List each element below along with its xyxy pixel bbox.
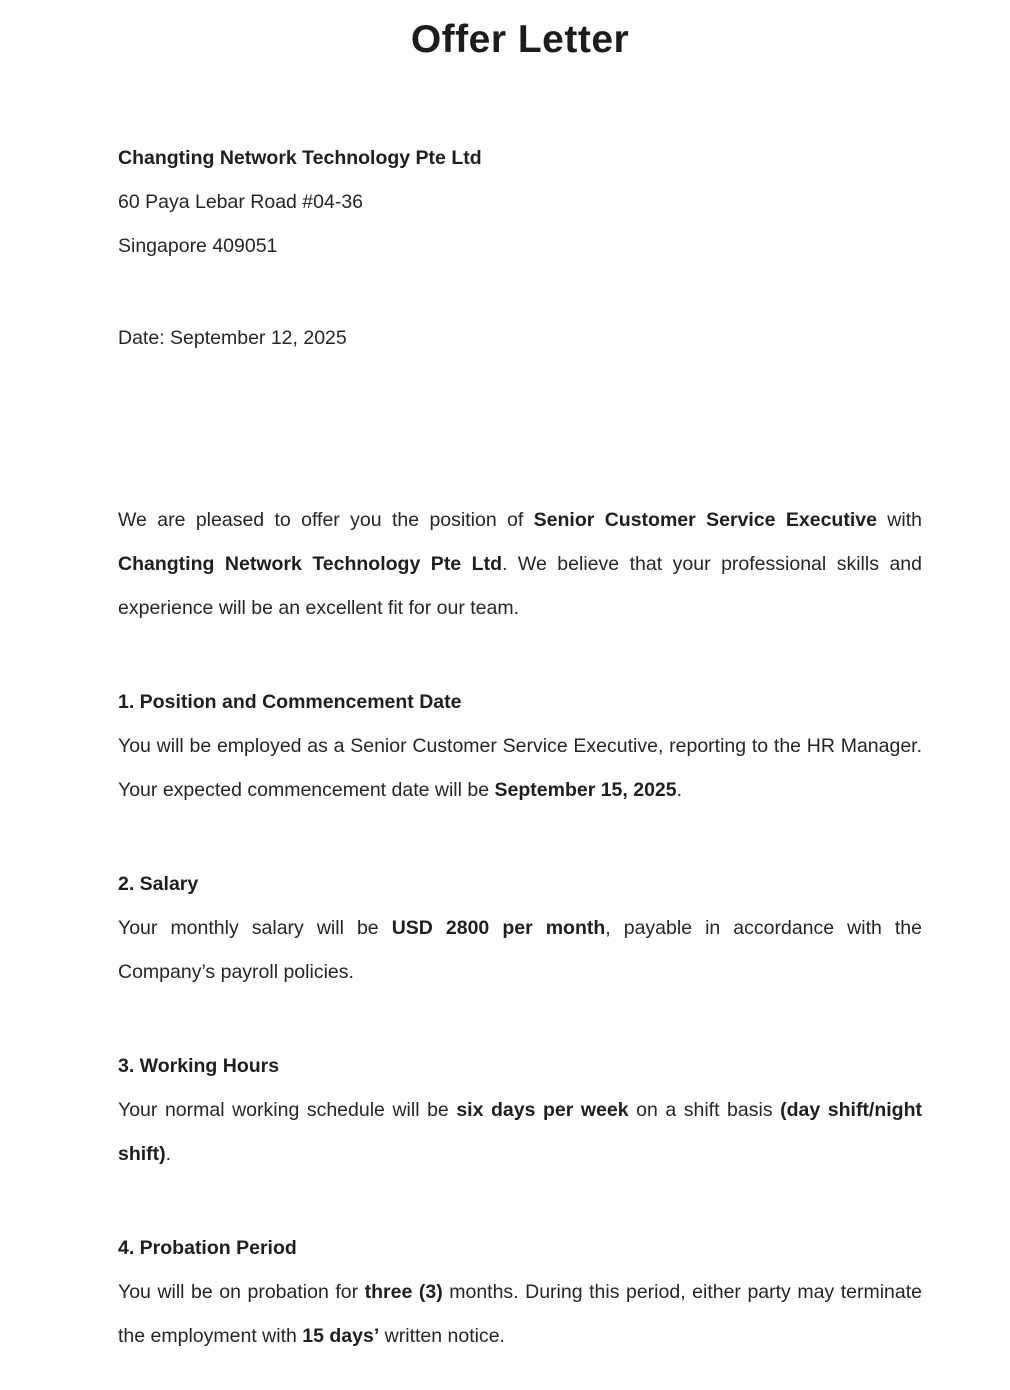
text-segment: months. During this period, either party may terminate the employment with: [118, 1281, 922, 1347]
text-segment: We are pleased to offer you the position of: [118, 509, 534, 531]
section-working-hours: [118, 1044, 922, 1176]
section-body: [118, 1270, 922, 1358]
bold-text-segment: USD 2800 per month: [391, 917, 606, 939]
page-title: Offer Letter: [410, 18, 630, 61]
text-segment: You will be employed as a Senior Customer Service Executive, reporting to the HR Manager. Your expected commencement date will be: [118, 735, 922, 801]
bold-text-segment: (day shift/night shift): [118, 1099, 922, 1165]
text-segment: written notice.: [379, 1325, 505, 1347]
section-heading: 4. Probation Period: [118, 1237, 297, 1259]
text-segment: with: [876, 509, 922, 531]
section-body: [118, 724, 922, 812]
bold-text-segment: Changting Network Technology Pte Ltd: [118, 553, 502, 575]
bold-text-segment: September 15, 2025: [494, 779, 677, 801]
bold-text-segment: six days per week: [456, 1099, 629, 1121]
section-salary: [118, 862, 922, 994]
text-segment: Your monthly salary will be: [118, 917, 392, 939]
bold-text-segment: three (3): [364, 1281, 443, 1303]
section-position-and-commencement-date: [118, 680, 922, 812]
company-address-line1: 60 Paya Lebar Road #04-36: [118, 191, 364, 213]
text-segment: , payable in accordance with the Company’s payroll policies.: [118, 917, 922, 983]
company-block: [118, 136, 922, 268]
text-segment: on a shift basis: [628, 1099, 781, 1121]
section-heading: 3. Working Hours: [118, 1055, 280, 1077]
section-probation-period: [118, 1226, 922, 1358]
text-segment: . We believe that your professional skills and experience will be an excellent fit for our team.: [118, 553, 923, 619]
text-segment: .: [676, 779, 683, 801]
section-body: [118, 906, 922, 994]
date-line: Date: September 12, 2025: [118, 327, 347, 349]
text-segment: Your normal working schedule will be: [118, 1099, 457, 1121]
bold-text-segment: 15 days’: [302, 1325, 380, 1347]
company-name: Changting Network Technology Pte Ltd: [118, 147, 482, 169]
text-segment: .: [165, 1143, 172, 1165]
text-segment: You will be on probation for: [118, 1281, 365, 1303]
section-body: [118, 1088, 922, 1176]
intro-paragraph: [118, 498, 922, 630]
company-address-line2: Singapore 409051: [118, 235, 278, 257]
section-heading: 1. Position and Commencement Date: [118, 691, 462, 713]
section-heading: 2. Salary: [118, 873, 199, 895]
bold-text-segment: Senior Customer Service Executive: [533, 509, 877, 531]
